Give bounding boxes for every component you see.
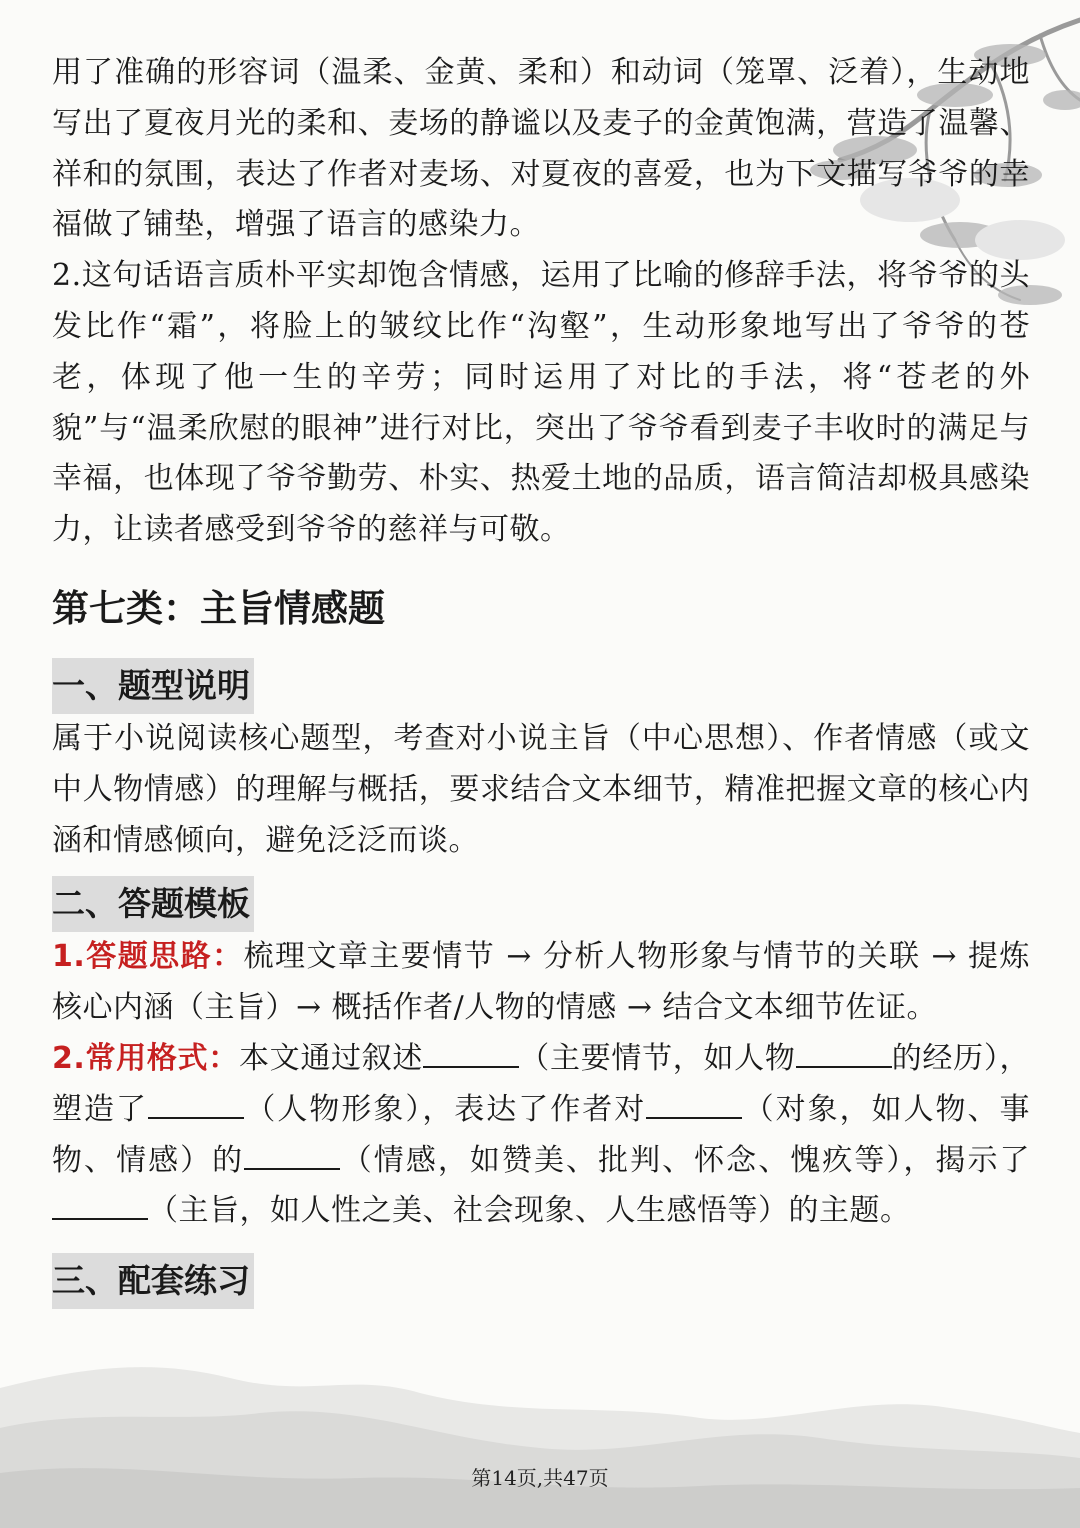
- answer-continuation: 用了准确的形容词（温柔、金黄、柔和）和动词（笼罩、泛着），生动地写出了夏夜月光的柔和、麦场的静谧以及麦子的金黄饱满，营造了温馨、祥和的氛围，表达了作者对麦场、对夏夜的喜爱，也为下文描写爷爷的幸福做了铺垫，增强了语言的感染力。: [52, 55, 1030, 243]
- format-text: （主要情节，如人物: [519, 1040, 796, 1076]
- page-number: 第14页,共47页: [471, 1466, 609, 1490]
- common-format-label: 2.常用格式：: [52, 1040, 239, 1076]
- mountain-landscape-decoration: [0, 1298, 1080, 1528]
- format-text: （对象，如人物、事物、情感）的: [52, 1091, 1031, 1178]
- format-text: （主旨，如人性之美、社会现象、人生感悟等）的主题。: [148, 1193, 911, 1229]
- answer-2: 2.这句话语言质朴平实却饱含情感，运用了比喻的修辞手法，将爷爷的头发比作“霜”，将脸上的皱纹比作“沟壑”，生动形象地写出了爷爷的苍老，体现了他一生的辛劳；同时运用了对比的手法，将“苍老的外貌”与“温柔欣慰的眼神”进行对比，突出了爷爷看到麦子丰收时的满足与幸福，也体现了爷爷勤劳、朴实、热爱土地的品质，语言简洁却极具感染力，让读者感受到爷爷的慈祥与可敬。: [52, 258, 1030, 548]
- fill-blank: [646, 1087, 742, 1119]
- answer-approach: [52, 932, 1030, 1034]
- question-type-description: 属于小说阅读核心题型，考查对小说主旨（中心思想）、作者情感（或文中人物情感）的理解与概括，要求结合文本细节，精准把握文章的核心内涵和情感倾向，避免泛泛而谈。: [52, 720, 1030, 858]
- fill-blank: [796, 1036, 892, 1068]
- answer-approach-body: 梳理文章主要情节 → 分析人物形象与情节的关联 → 提炼核心内涵（主旨）→ 概括作者/人物的情感 → 结合文本细节佐证。: [52, 939, 1030, 1026]
- answer-approach-label: 1.答题思路：: [52, 939, 244, 975]
- format-text: （人物形象），表达了作者对: [243, 1091, 647, 1127]
- common-format: [52, 1034, 1030, 1237]
- category-title: 第七类：主旨情感题: [52, 586, 385, 630]
- page-content: [52, 48, 1030, 1309]
- section-heading-practice: 三、配套练习: [52, 1253, 254, 1309]
- fill-blank: [244, 1138, 340, 1170]
- section-heading-question-type: 一、题型说明: [52, 658, 254, 714]
- fill-blank: [423, 1036, 519, 1068]
- format-text: 本文通过叙述: [238, 1040, 424, 1076]
- fill-blank: [148, 1087, 244, 1119]
- fill-blank: [52, 1188, 148, 1220]
- format-text: 的经历），塑造了: [52, 1040, 1031, 1127]
- section-heading-answer-template: 二、答题模板: [52, 876, 254, 932]
- format-text: （情感，如赞美、批判、怀念、愧疚等），揭示了: [340, 1142, 1031, 1178]
